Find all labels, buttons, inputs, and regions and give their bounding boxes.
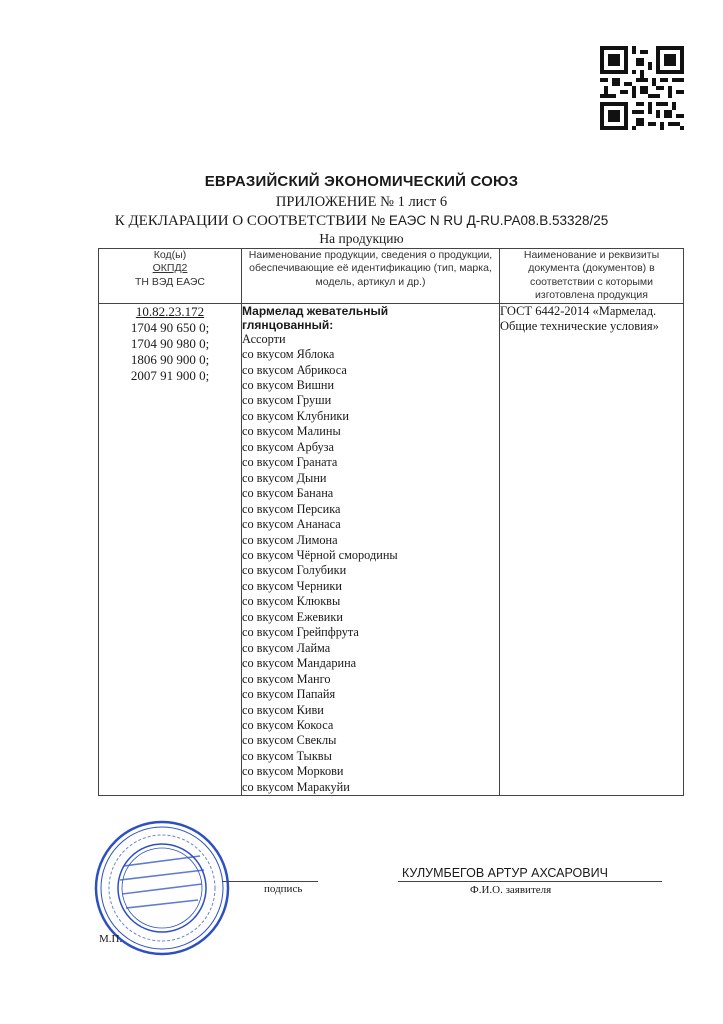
declaration-title [0, 213, 723, 230]
list-item: со вкусом Киви [242, 702, 324, 717]
applicant-line [398, 881, 662, 882]
list-item: со вкусом Свеклы [242, 733, 337, 748]
list-item: со вкусом Манго [242, 671, 331, 686]
tnved-code: 2007 91 900 0; [130, 367, 210, 383]
list-item: со вкусом Клубники [242, 408, 349, 423]
header-codes [99, 249, 242, 304]
tnved-code: 1806 90 900 0; [130, 351, 210, 367]
signature-label: подпись [264, 883, 303, 895]
list-item: Ассорти [242, 331, 286, 346]
list-item: со вкусом Голубики [242, 563, 347, 578]
list-item: со вкусом Тыквы [242, 748, 332, 763]
header-codes-line3: ТН ВЭД ЕАЭС [134, 275, 206, 288]
table-header-row [99, 249, 684, 304]
list-item: со вкусом Мандарина [242, 656, 357, 671]
list-item: со вкусом Моркови [242, 764, 344, 779]
appendix-title: ПРИЛОЖЕНИЕ № 1 лист 6 [275, 194, 448, 210]
list-item: со вкусом Грейпфрута [242, 625, 359, 640]
list-item: со вкусом Граната [242, 455, 338, 470]
seal-label: М.П. [99, 933, 123, 945]
okpd-code: 10.82.23.172 [135, 303, 205, 319]
list-item: со вкусом Кокоса [242, 717, 334, 732]
qr-code [600, 46, 684, 130]
applicant-label: Ф.И.О. заявителя [470, 884, 552, 896]
header-product-name: Наименование продукции, сведения о продукции, обеспечивающие её идентификацию (тип, марка, модель, артикул и др.) [242, 249, 500, 304]
signature-line [222, 881, 318, 882]
list-item: со вкусом Абрикоса [242, 362, 347, 377]
union-title: ЕВРАЗИЙСКИЙ ЭКОНОМИЧЕСКИЙ СОЮЗ [204, 173, 519, 190]
subject-label: На продукцию [319, 231, 404, 246]
list-item: со вкусом Папайя [242, 687, 336, 702]
list-item: со вкусом Лайма [242, 640, 331, 655]
list-item: со вкусом Ежевики [242, 609, 343, 624]
header-documents: Наименование и реквизиты документа (документов) в соответствии с которыми изготовлена продукция [500, 249, 684, 304]
declaration-prefix: К ДЕКЛАРАЦИИ О СООТВЕТСТВИИ [114, 213, 371, 229]
header-codes-line2: ОКПД2 [152, 262, 188, 275]
list-item: со вкусом Ананаса [242, 517, 341, 532]
tnved-code: 1704 90 650 0; [130, 319, 210, 335]
header-codes-line1: Код(ы) [153, 249, 187, 261]
list-item: со вкусом Малины [242, 424, 341, 439]
list-item: со вкусом Персика [242, 501, 341, 516]
applicant-name: КУЛУМБЕГОВ АРТУР АХСАРОВИЧ [402, 866, 608, 880]
list-item: со вкусом Черники [242, 578, 342, 593]
list-item: со вкусом Лимона [242, 532, 338, 547]
list-item: со вкусом Дыни [242, 470, 327, 485]
table-row [99, 303, 684, 796]
list-item: со вкусом Маракуйи [242, 779, 350, 794]
list-item: со вкусом Клюквы [242, 594, 341, 609]
product-cell [242, 303, 500, 796]
list-item: со вкусом Чёрной смородины [242, 547, 398, 562]
product-title: Мармелад жевательный [242, 303, 389, 318]
tnved-code: 1704 90 980 0; [130, 335, 210, 351]
products-table [98, 248, 684, 796]
list-item: со вкусом Банана [242, 486, 334, 501]
list-item: со вкусом Вишни [242, 377, 335, 392]
product-title: глянцованный: [242, 317, 334, 332]
codes-cell [99, 303, 242, 796]
declaration-number: № ЕАЭС N RU Д-RU.PA08.B.53328/25 [370, 213, 609, 228]
list-item: со вкусом Яблока [242, 347, 335, 362]
list-item: со вкусом Груши [242, 393, 332, 408]
standard-cell: ГОСТ 6442-2014 «Мармелад. Общие технические условия» [500, 303, 684, 796]
list-item: со вкусом Арбуза [242, 439, 334, 454]
